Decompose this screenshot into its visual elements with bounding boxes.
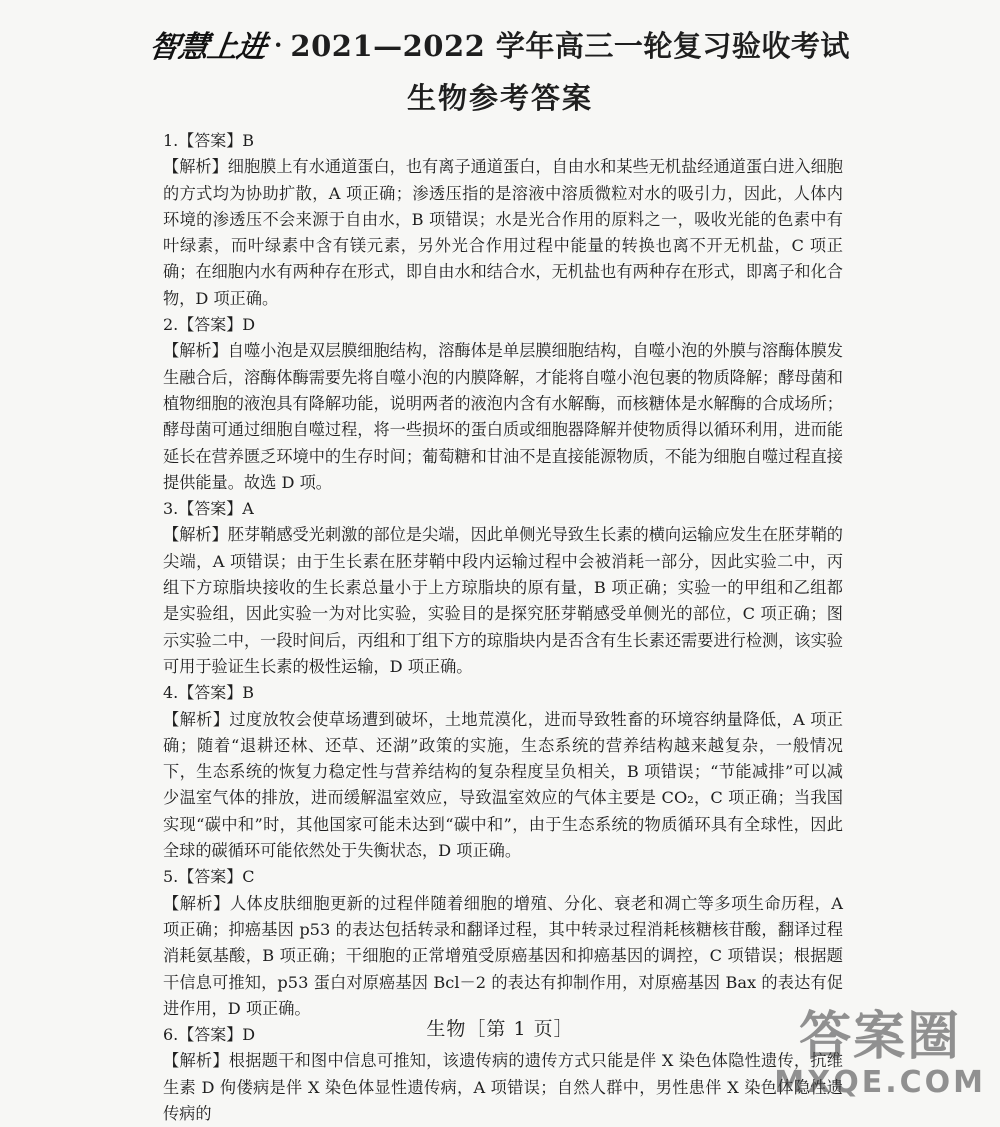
question-number: 2. <box>163 315 179 335</box>
answer-text: 【答案】A <box>178 499 254 519</box>
question-number: 5. <box>163 867 179 887</box>
answer-list <box>163 128 843 1127</box>
question-item <box>163 496 843 680</box>
question-analysis: 【解析】人体皮肤细胞更新的过程伴随着细胞的增殖、分化、衰老和凋亡等多项生命历程，A 项正确；抑癌基因 p53 的表达包括转录和翻译过程，其中转录过程消耗核糖核苷酸，翻译过程消耗氨基酸，B 项正确；干细胞的正常增殖受原癌基因和抑癌基因的调控，C 项错误；根据题干信息可推知，p53 蛋白对原癌基因 Bcl－2 的表达有抑制作用，对原癌基因 Bax 的表达有促进作用，D 项正确。 <box>163 893 843 1018</box>
question-analysis: 【解析】根据题干和图中信息可推知，该遗传病的遗传方式只能是伴 X 染色体隐性遗传，抗维生素 D 佝偻病是伴 X 染色体显性遗传病，A 项错误；自然人群中，男性患伴 X 染色体隐性遗传病的 <box>163 1051 843 1123</box>
question-analysis: 【解析】胚芽鞘感受光刺激的部位是尖端，因此单侧光导致生长素的横向运输应发生在胚芽鞘的尖端，A 项错误；由于生长素在胚芽鞘中段内运输过程中会被消耗一部分，因此实验二中，丙组下方琼脂块接收的生长素总量小于上方琼脂块的原有量，B 项正确；实验一的甲组和乙组都是实验组，因此实验一为对比实验，实验目的是探究胚芽鞘感受单侧光的部位，C 项正确；图示实验二中，一段时间后，丙组和丁组下方的琼脂块内是否含有生长素还需要进行检测，该实验可用于验证生长素的极性运输，D 项正确。 <box>163 525 843 676</box>
question-number: 1. <box>163 131 179 150</box>
question-item <box>163 128 843 312</box>
header-title-line <box>0 22 1000 66</box>
question-answer <box>163 864 843 890</box>
question-analysis: 【解析】细胞膜上有水通道蛋白，也有离子通道蛋白，自由水和某些无机盐经通道蛋白进入细胞的方式均为协助扩散，A 项正确；渗透压指的是溶液中溶质微粒对水的吸引力，因此，人体内环境的渗透压不会来源于自由水，B 项错误；水是光合作用的原料之一，吸收光能的色素中有叶绿素，而叶绿素中含有镁元素，另外光合作用过程中能量的转换也离不开无机盐，C 项正确；在细胞内水有两种存在形式，即自由水和结合水，无机盐也有两种存在形式，即离子和化合物，D 项正确。 <box>163 157 843 308</box>
question-number: 4. <box>163 683 179 703</box>
page-footer: 生物［第 1 页］ <box>426 1018 574 1040</box>
watermark-url: MXQE.COM <box>774 1065 986 1100</box>
question-number: 6. <box>163 1025 179 1045</box>
question-analysis: 【解析】自噬小泡是双层膜细胞结构，溶酶体是单层膜细胞结构，自噬小泡的外膜与溶酶体膜发生融合后，溶酶体酶需要先将自噬小泡的内膜降解，才能将自噬小泡包裹的物质降解；酵母菌和植物细胞的液泡具有降解功能，说明两者的液泡内含有水解酶，而核糖体是水解酶的合成场所；酵母菌可通过细胞自噬过程，将一些损坏的蛋白质或细胞器降解并使物质得以循环利用，进而能延长在营养匮乏环境中的生存时间；葡萄糖和甘油不是直接能源物质，不能为细胞自噬过程直接提供能量。故选 D 项。 <box>163 341 843 492</box>
subject-title: 生物参考答案 <box>406 81 593 115</box>
answer-text: 【答案】B <box>178 683 255 703</box>
watermark-logo <box>774 994 986 1100</box>
question-number: 3. <box>163 499 179 519</box>
answer-text: 【答案】B <box>178 131 255 150</box>
exam-title: 2021—2022 学年高三一轮复习验收考试 <box>290 28 850 63</box>
question-answer <box>163 128 843 154</box>
question-item <box>163 864 843 1022</box>
answer-text: 【答案】D <box>178 1025 256 1045</box>
brand-logo: 智慧上进 <box>147 30 269 65</box>
page-header <box>0 22 1000 117</box>
answer-text: 【答案】D <box>178 315 256 335</box>
question-analysis: 【解析】过度放牧会使草场遭到破坏，土地荒漠化，进而导致牲畜的环境容纳量降低，A 项正确；随着“退耕还林、还草、还湖”政策的实施，生态系统的营养结构越来越复杂，一般情况下，生态系统的恢复力稳定性与营养结构的复杂程度呈负相关，B 项错误；“节能减排”可以减少温室气体的排放，进而缓解温室效应，导致温室效应的气体主要是 CO₂，C 项正确；当我国实现“碳中和”时，其他国家可能未达到“碳中和”，由于生态系统的物质循环具有全球性，因此全球的碳循环可能依然处于失衡状态，D 项正确。 <box>163 709 843 861</box>
watermark-logo-text: 答案圈 <box>799 1007 962 1067</box>
question-item <box>163 680 843 864</box>
title-separator: · <box>274 29 283 59</box>
answer-text: 【答案】C <box>178 867 255 887</box>
question-item <box>163 312 843 496</box>
question-answer <box>163 312 843 338</box>
question-answer <box>163 680 843 706</box>
question-answer <box>163 496 843 522</box>
